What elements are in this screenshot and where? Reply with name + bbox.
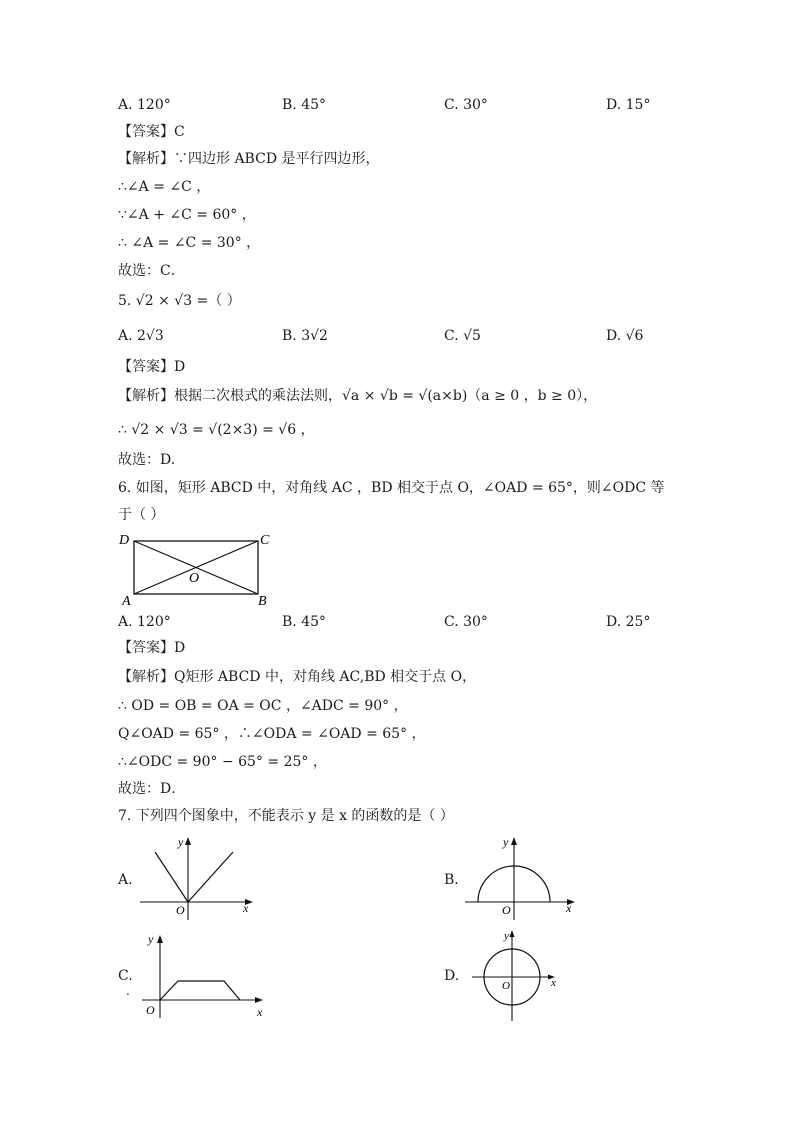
q6-analysis-line: 【解析】Q矩形 ABCD 中，对角线 AC,BD 相交于点 O，: [118, 669, 477, 685]
y-axis-arrow: [511, 837, 517, 845]
q5-conclusion: 故选：D.: [118, 452, 176, 468]
q4-answer: 【答案】C: [118, 124, 185, 140]
axis-label-y: y: [504, 930, 509, 942]
q7-option-a-label: A.: [118, 872, 133, 888]
q6-analysis-line: Q∠OAD = 65° ，∴∠ODA = ∠OAD = 65° ，: [118, 726, 426, 742]
origin-label: O: [502, 903, 511, 917]
label-a: A: [122, 594, 131, 609]
label-o: O: [189, 571, 200, 586]
q6-analysis-line: ∴∠ODC = 90° − 65° = 25° ，: [118, 754, 327, 770]
q4-analysis-line: 【解析】∵四边形 ABCD 是平行四边形，: [118, 151, 380, 167]
axis-label-x: x: [257, 1005, 263, 1018]
axis-label-y: y: [148, 932, 154, 946]
q4-analysis-line: ∴ ∠A = ∠C = 30° ，: [118, 235, 261, 251]
q5-analysis-line: 【解析】根据二次根式的乘法法则，√a × √b = √(a×b)（a ≥ 0 ，b ≥ 0），: [118, 388, 598, 404]
q5-analysis-line: ∴ √2 × √3 = √(2×3) = √6 ，: [118, 422, 315, 438]
q7-graph-c: [140, 928, 270, 1018]
origin-label: O: [176, 903, 185, 917]
y-axis-arrow: [157, 935, 163, 943]
graph-line-right: [188, 852, 233, 902]
q7-option-c-label: C.: [118, 968, 133, 984]
q4-analysis-line: ∴∠A = ∠C ，: [118, 179, 211, 195]
label-d: D: [119, 533, 130, 548]
q6-stem-line-2: 于（ ）: [118, 507, 165, 523]
y-axis-arrow: [185, 837, 191, 845]
q7-option-d-label: D.: [444, 968, 460, 984]
q6-option-b: B. 45°: [282, 614, 327, 630]
q7-graph-b: [462, 832, 587, 922]
trapezoid-graph: [160, 981, 240, 1000]
stray-mark: .: [126, 984, 130, 998]
q6-conclusion: 故选：D．: [118, 781, 186, 797]
q6-analysis-line: ∴ OD = OB = OA = OC ，∠ADC = 90° ，: [118, 698, 408, 714]
q7-option-b-label: B.: [444, 872, 459, 888]
label-c: C: [260, 533, 270, 548]
q6-answer: 【答案】D: [118, 640, 186, 656]
axis-label-y: y: [503, 835, 509, 849]
axis-label-y: y: [178, 835, 184, 849]
q6-rectangle-figure: [115, 530, 275, 610]
axis-label-x: x: [243, 901, 249, 915]
q5-option-d: D. √6: [606, 328, 644, 344]
q5-option-c: C. √5: [444, 328, 481, 344]
q4-option-a: A. 120°: [118, 97, 171, 113]
axis-label-x: x: [566, 901, 572, 915]
q6-option-a: A. 120°: [118, 614, 171, 630]
q4-option-d: D. 15°: [606, 97, 651, 113]
graph-line-left: [155, 852, 188, 902]
y-axis-arrow: [510, 930, 515, 937]
q6-stem-line-1: 6. 如图，矩形 ABCD 中，对角线 AC ，BD 相交于点 O，∠OAD = 65°，则∠ODC 等: [118, 480, 665, 496]
q4-analysis-line: ∵∠A + ∠C = 60° ，: [118, 207, 256, 223]
q7-graph-d: [462, 925, 572, 1025]
x-axis-arrow: [255, 997, 263, 1003]
q5-option-b: B. 3√2: [282, 328, 328, 344]
q5-stem: 5. √2 × √3 =（ ）: [118, 293, 241, 309]
label-b: B: [258, 594, 267, 609]
q5-option-a: A. 2√3: [118, 328, 164, 344]
origin-label: O: [146, 1003, 155, 1017]
q4-option-c: C. 30°: [444, 97, 488, 113]
origin-label: O: [502, 980, 510, 992]
q7-graph-a: [135, 832, 260, 922]
axis-label-x: x: [551, 977, 556, 989]
q4-conclusion: 故选：C．: [118, 263, 185, 279]
q5-answer: 【答案】D: [118, 359, 186, 375]
q6-option-c: C. 30°: [444, 614, 488, 630]
q7-stem: 7. 下列四个图象中，不能表示 y 是 x 的函数的是（ ）: [118, 808, 454, 824]
q6-option-d: D. 25°: [606, 614, 651, 630]
q4-option-b: B. 45°: [282, 97, 327, 113]
